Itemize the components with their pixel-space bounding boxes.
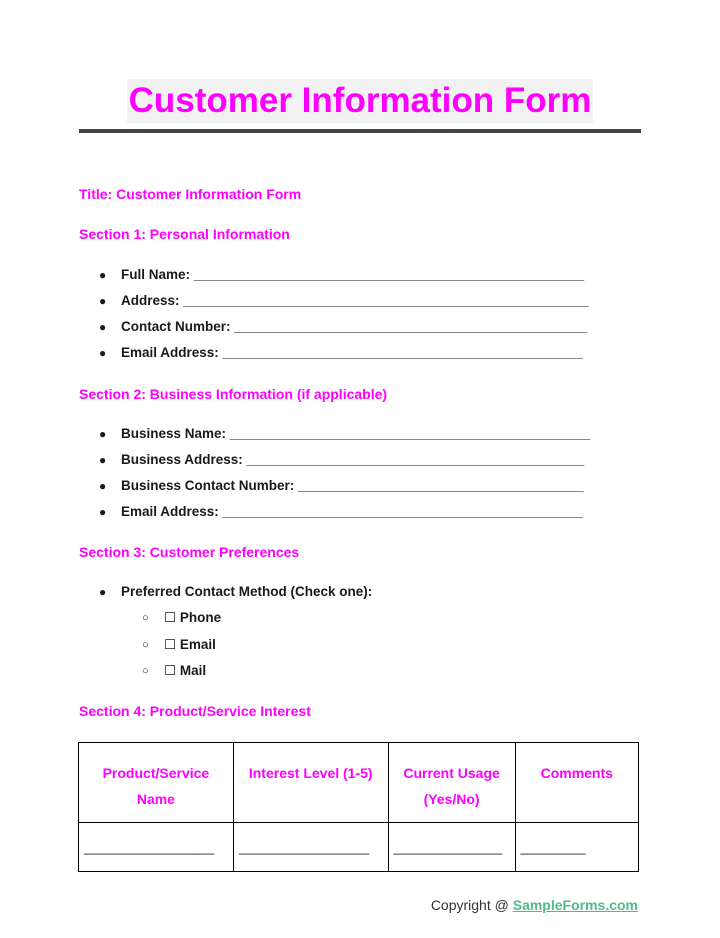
page-title: Customer Information Form — [127, 79, 594, 123]
field-business-address[interactable]: ● Business Address: _____________________________________________ — [0, 447, 590, 473]
cell-usage-blank[interactable]: _______________ — [388, 823, 515, 872]
bullet-icon: ● — [99, 427, 107, 441]
option-phone-checkbox[interactable]: ○ ☐ Phone — [0, 605, 221, 632]
field-business-contact-number[interactable]: ● Business Contact Number: ______________________________________ — [0, 473, 590, 499]
preferred-contact-question: ● Preferred Contact Method (Check one): — [0, 579, 372, 605]
bullet-icon: ● — [99, 479, 107, 493]
brand-link[interactable]: SampleForms.com — [512, 897, 638, 913]
bullet-icon: ● — [99, 453, 107, 467]
col-header-interest-level: Interest Level (1-5) — [233, 743, 388, 823]
cell-comments-blank[interactable]: _________ — [515, 823, 638, 872]
form-title-line: Title: Customer Information Form — [79, 186, 302, 202]
preferences-list — [0, 579, 372, 605]
bullet-icon: ● — [99, 320, 107, 334]
bullet-icon: ● — [99, 268, 107, 282]
section-4-heading: Section 4: Product/Service Interest — [79, 703, 311, 719]
copyright-footer — [431, 897, 638, 913]
copyright-text: Copyright @ — [430, 897, 513, 913]
page-title-wrap — [0, 79, 720, 123]
personal-info-list — [0, 262, 589, 366]
contact-method-options — [0, 605, 221, 685]
field-business-name[interactable]: ● Business Name: ________________________________________________ — [0, 421, 590, 447]
field-contact-number[interactable]: ● Contact Number: _______________________________________________ — [0, 314, 589, 340]
circle-bullet-icon: ○ — [142, 665, 149, 677]
field-business-email-address[interactable]: ● Email Address: ________________________________________________ — [0, 499, 590, 525]
cell-product-blank[interactable]: __________________ — [79, 823, 234, 872]
bullet-icon: ● — [99, 294, 107, 308]
section-2-heading: Section 2: Business Information (if applicable) — [79, 386, 388, 402]
circle-bullet-icon: ○ — [142, 612, 149, 624]
table-row — [79, 823, 639, 872]
field-address[interactable]: ● Address: ______________________________________________________ — [0, 288, 589, 314]
col-header-product: Product/Service Name — [79, 743, 234, 823]
bullet-icon: ● — [99, 505, 107, 519]
option-mail-checkbox[interactable]: ○ ☐ Mail — [0, 658, 221, 685]
circle-bullet-icon: ○ — [142, 638, 149, 651]
section-1-heading: Section 1: Personal Information — [79, 226, 290, 242]
cell-interest-blank[interactable]: __________________ — [233, 823, 388, 872]
title-divider — [79, 129, 641, 133]
table-header-row — [79, 743, 639, 823]
col-header-current-usage: Current Usage (Yes/No) — [388, 743, 515, 823]
bullet-icon: ● — [99, 346, 107, 360]
field-email-address[interactable]: ● Email Address: ________________________________________________ — [0, 340, 589, 366]
business-info-list — [0, 421, 590, 525]
bullet-icon: ● — [99, 585, 107, 599]
field-full-name[interactable]: ● Full Name: ____________________________________________________ — [0, 262, 589, 288]
option-email-checkbox[interactable]: ○ ☐ Email — [0, 632, 221, 659]
col-header-comments: Comments — [515, 743, 638, 823]
section-3-heading: Section 3: Customer Preferences — [79, 544, 300, 560]
interest-table — [78, 742, 639, 872]
